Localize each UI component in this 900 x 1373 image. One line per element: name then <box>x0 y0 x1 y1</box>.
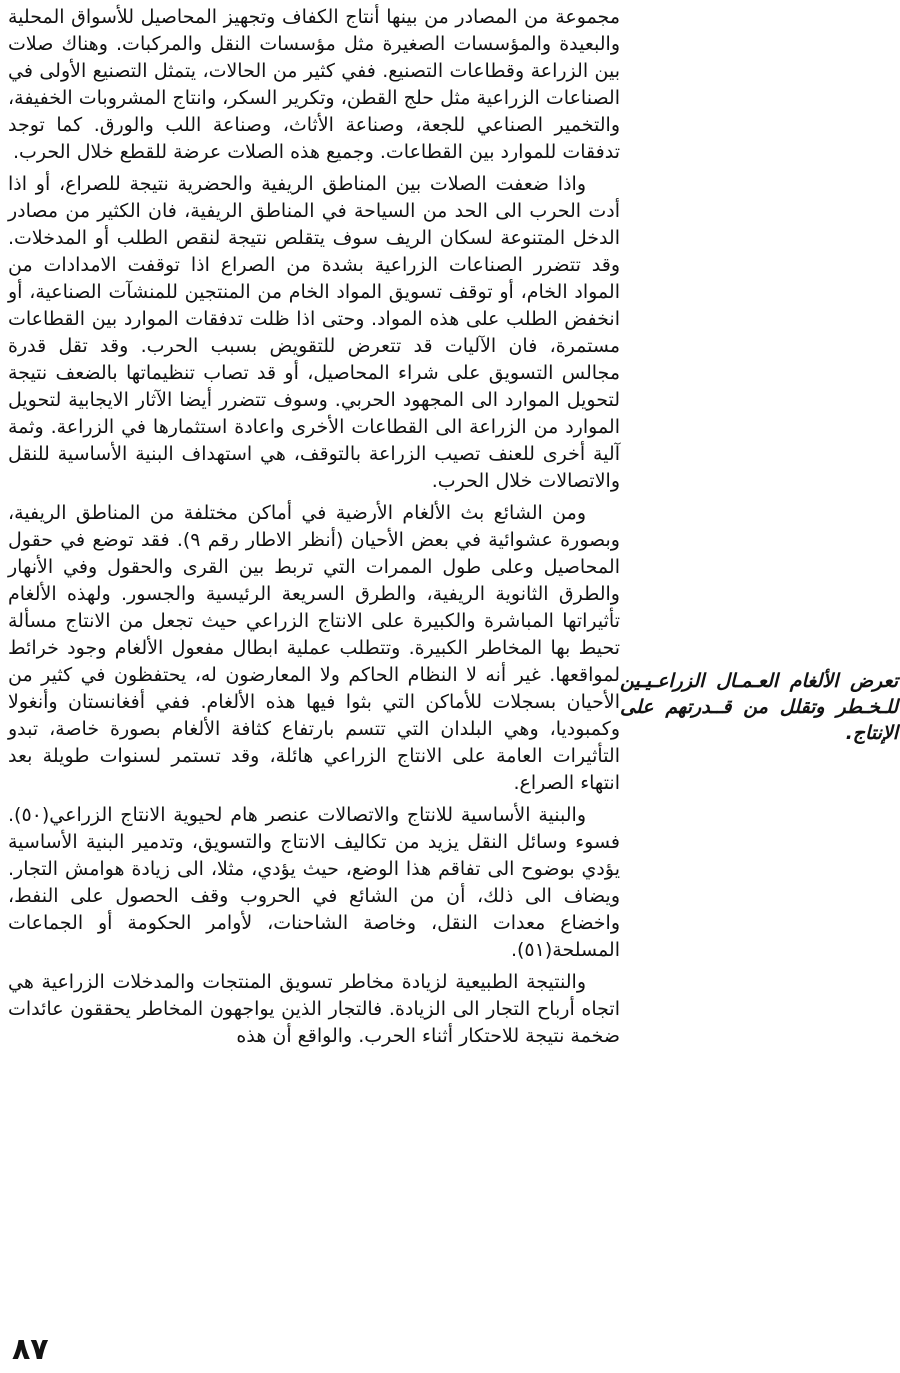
body-text-column <box>8 4 620 1055</box>
paragraph-4: والبنية الأساسية للانتاج والاتصالات عنصر هام لحيوية الانتاج الزراعي(٥٠). فسوء وسائل النقل يزيد من تكاليف الانتاج والتسويق، وتدمير البنية الأساسية يؤدي بوضوح الى تفاقم هذا الوضع، حيث يؤدي، مثلا، الى زيادة هوامش التجار. ويضاف الى ذلك، أن من الشائع في الحروب وقف الحصول على النفط، واخضاع معدات النقل، وخاصة الشاحنات، لأوامر الحكومة أو الجماعات المسلحة(٥١). <box>8 804 620 961</box>
paragraph-1: مجموعة من المصادر من بينها أنتاج الكفاف وتجهيز المحاصيل للأسواق المحلية والبعيدة والمؤسسات الصغيرة مثل مؤسسات النقل والمركبات. وهناك صلات بين الزراعة وقطاعات التصنيع. ففي كثير من الحالات، يتمثل التصنيع الأولى في الصناعات الزراعية مثل حلج القطن، وتكرير السكر، وانتاج المشروبات الخفيفة، والتخمير الصناعي للجعة، وصناعة الأثاث، وصناعة اللب والورق. كما توجد تدفقات للموارد بين القطاعات. وجميع هذه الصلات عرضة للقطع خلال الحرب. <box>8 6 620 163</box>
paragraph-3: ومن الشائع بث الألغام الأرضية في أماكن مختلفة من المناطق الريفية، وبصورة عشوائية في بعض الأحيان (أنظر الاطار رقم ٩). فقد توضع في حقول المحاصيل وعلى طول الممرات التي تربط بين القرى والحقول وفي الأنهار والطرق الثانوية الريفية، والطرق السريعة الرئيسية والجسور. ولهذه الألغام تأثيراتها المباشرة والكبيرة على الانتاج الزراعي حيث تجعل من الانتاج مسألة تحيط بها المخاطر الكبيرة. وتتطلب عملية ابطال مفعول الألغام وجود خرائط لمواقعها. غير أنه لا النظام الحاكم ولا المعارضون له، يحتفظون في كثير من الأحيان بسجلات للأماكن التي بثوا فيها هذه الألغام. ففي أفغانستان وأنغولا وكمبوديا، وهي البلدان التي تتسم بارتفاع كثافة الألغام بصورة خاصة، تبدو التأثيرات العامة على الانتاج الزراعي هائلة، وقد تستمر لسنوات طويلة بعد انتهاء الصراع. <box>8 502 620 794</box>
paragraph-2: واذا ضعفت الصلات بين المناطق الريفية والحضرية نتيجة للصراع، أو اذا أدت الحرب الى الحد من السياحة في المناطق الريفية، فان الكثير من مصادر الدخل المتنوعة لسكان الريف سوف يتقلص نتيجة لنقص الطلب أو المدخلات. وقد تتضرر الصناعات الزراعية بشدة من الصراع اذا توقفت الامدادات من المواد الخام، أو توقف تسويق المواد الخام من المنتجين للمنشآت الصناعية، أو انخفض الطلب على هذه المواد. وحتى اذا ظلت تدفقات الموارد بين القطاعات مستمرة، فان الآليات قد تتعرض للتقويض بسبب الحرب. وقد تقل قدرة مجالس التسويق على شراء المحاصيل، أو قد تصاب تنظيماتها بالضعف نتيجة لتحويل الموارد الى المجهود الحربي. وسوف تتضرر أيضا الآثار الايجابية لتحويل الموارد من الزراعة الى القطاعات الأخرى واعادة استثمارها في الزراعة. وثمة آلية أخرى للعنف تصيب الزراعة بالتوقف، هي استهداف البنية الأساسية للنقل والاتصالات خلال الحرب. <box>8 173 620 492</box>
page-number: ٨٧ <box>12 1332 49 1367</box>
margin-note: تعرض الألغام العـمـال الزراعـيـين للـخـطر وتقلل من قــدرتهم على الإنتاج. <box>620 670 898 744</box>
paragraph-5: والنتيجة الطبيعية لزيادة مخاطر تسويق المنتجات والمدخلات الزراعية هي اتجاه أرباح التجار الى الزيادة. فالتجار الذين يواجهون المخاطر يحققون عائدات ضخمة نتيجة للاحتكار أثناء الحرب. والواقع أن هذه <box>8 971 620 1047</box>
